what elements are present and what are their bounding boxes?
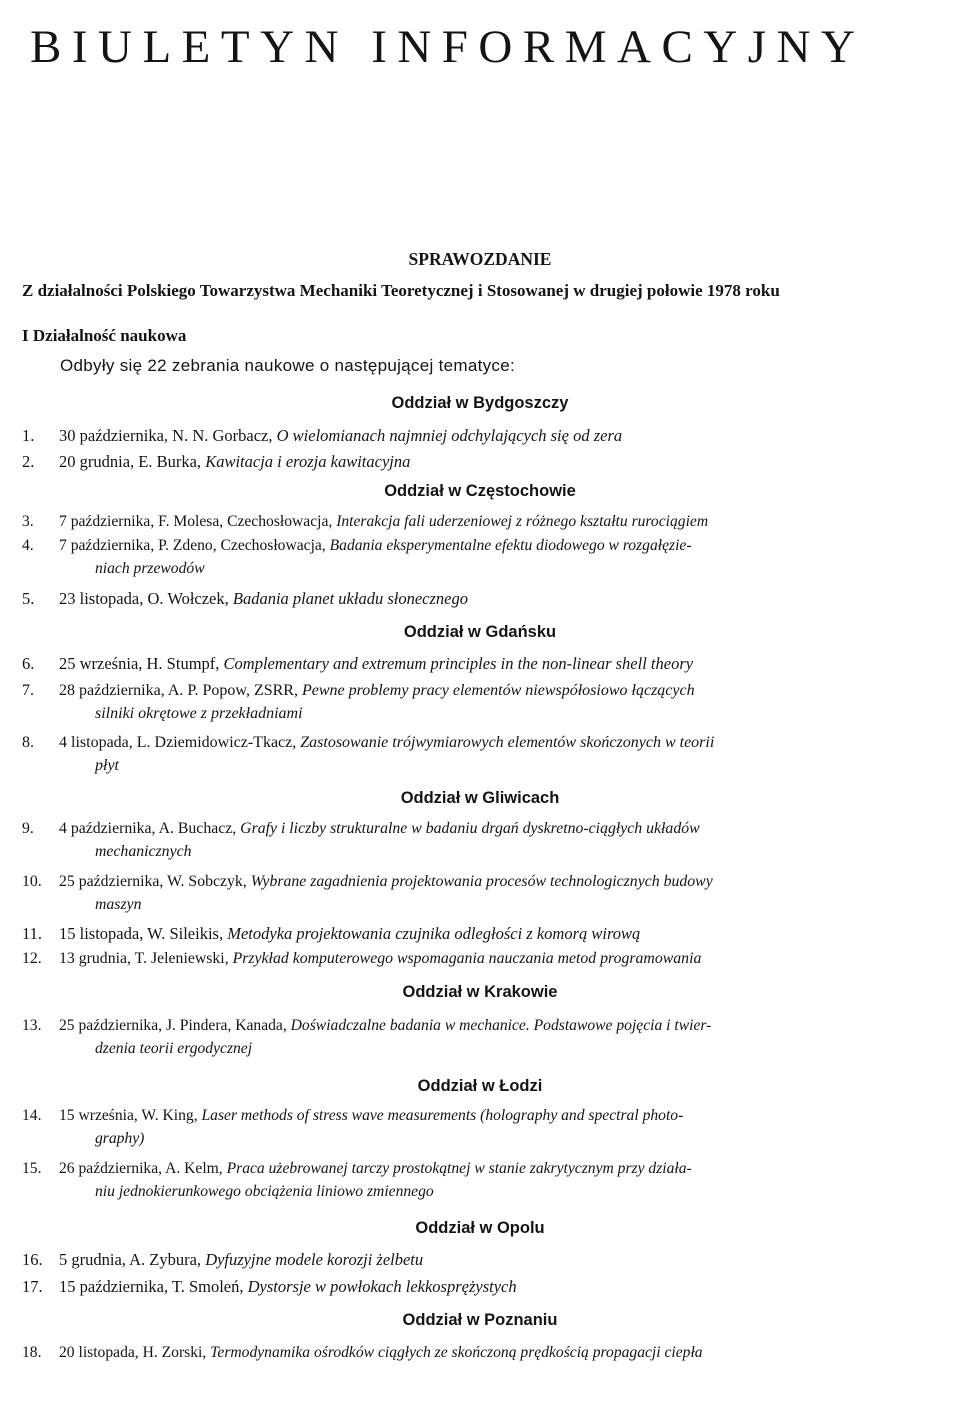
item-title-continuation: graphy): [95, 1130, 145, 1147]
item-date-author: 4 października, A. Buchacz,: [59, 820, 237, 837]
list-item: [22, 817, 937, 863]
item-number: 4.: [22, 537, 34, 554]
item-number: 14.: [22, 1107, 42, 1124]
item-title: Metodyka projektowania czujnika odległości z komorą wirową: [227, 924, 641, 943]
report-subtitle: Z działalności Polskiego Towarzystwa Mechaniki Teoretycznej i Stosowanej w drugiej połowie 1978 roku: [22, 281, 780, 300]
list-item: [22, 870, 937, 916]
item-number: 18.: [22, 1344, 42, 1361]
item-number: 1.: [22, 426, 35, 445]
item-title: Interakcja fali uderzeniowej z różnego kształtu rurociągiem: [336, 513, 709, 530]
branch-heading-krakow: Oddział w Krakowie: [402, 983, 558, 1001]
item-date-author: 15 października, T. Smoleń,: [59, 1277, 244, 1296]
item-date-author: 7 października, F. Molesa, Czechosłowacja,: [59, 513, 333, 530]
item-title-continuation: maszyn: [95, 896, 142, 913]
list-item: [22, 1014, 937, 1060]
item-number: 9.: [22, 820, 34, 837]
item-title: Kawitacja i erozja kawitacyjna: [205, 452, 411, 471]
list-item: [22, 424, 937, 447]
item-title: Badania eksperymentalne efektu diodowego w rozgałęzie-: [329, 537, 692, 554]
item-title: Badania planet układu słonecznego: [232, 589, 468, 608]
branch-heading-gliwice: Oddział w Gliwicach: [400, 789, 560, 807]
item-title: Dyfuzyjne modele korozji żelbetu: [205, 1250, 424, 1269]
item-number: 10.: [22, 873, 42, 890]
branch-heading-czestochowa: Oddział w Częstochowie: [384, 482, 576, 500]
item-number: 2.: [22, 452, 35, 471]
item-number: 17.: [22, 1277, 43, 1296]
item-number: 15.: [22, 1160, 42, 1177]
item-number: 13.: [22, 1017, 42, 1034]
item-date-author: 15 listopada, W. Sileikis,: [59, 924, 224, 943]
item-number: 12.: [22, 950, 42, 967]
list-item: [22, 679, 937, 725]
list-item: [22, 450, 937, 473]
item-title: Doświadczalne badania w mechanice. Podstawowe pojęcia i twier-: [290, 1017, 712, 1034]
item-date-author: 20 listopada, H. Zorski,: [59, 1344, 207, 1361]
item-title: O wielomianach najmniej odchylających się od zera: [276, 426, 623, 445]
item-title-continuation: płyt: [95, 757, 119, 774]
item-title: Zastosowanie trójwymiarowych elementów skończonych w teorii: [300, 734, 715, 751]
branch-heading-gdansk: Oddział w Gdańsku: [403, 623, 557, 641]
item-date-author: 20 grudnia, E. Burka,: [59, 452, 202, 471]
branch-heading-poznan: Oddział w Poznaniu: [402, 1311, 558, 1329]
item-title: Termodynamika ośrodków ciągłych ze skończoną prędkością propagacji ciepła: [210, 1344, 703, 1361]
item-title-continuation: silniki okrętowe z przekładniami: [95, 705, 303, 722]
item-title-continuation: mechanicznych: [95, 843, 192, 860]
item-date-author: 25 października, W. Sobczyk,: [59, 873, 247, 890]
item-date-author: 25 października, J. Pindera, Kanada,: [59, 1017, 287, 1034]
item-date-author: 26 października, A. Kelm,: [59, 1160, 223, 1177]
item-title: Przykład komputerowego wspomagania nauczania metod programowania: [232, 950, 702, 967]
item-number: 11.: [22, 924, 43, 943]
item-title: Complementary and extremum principles in the non-linear shell theory: [223, 654, 694, 673]
item-number: 3.: [22, 513, 34, 530]
masthead: BIULETYN INFORMACYJNY: [30, 21, 866, 73]
item-title-continuation: niu jednokierunkowego obciążenia liniowo zmiennego: [95, 1183, 434, 1200]
list-item: [22, 1275, 937, 1298]
item-date-author: 25 września, H. Stumpf,: [59, 654, 220, 673]
item-title: Praca użebrowanej tarczy prostokątnej w stanie zakrytycznym przy działa-: [226, 1160, 692, 1177]
list-item: [22, 1157, 937, 1203]
list-item: [22, 1104, 937, 1150]
item-title: Wybrane zagadnienia projektowania procesów technologicznych budowy: [250, 873, 713, 890]
section-heading: I Działalność naukowa: [22, 326, 187, 345]
list-item: [22, 731, 937, 777]
item-number: 5.: [22, 589, 35, 608]
item-date-author: 15 września, W. King,: [59, 1107, 198, 1124]
list-item: [22, 947, 937, 970]
item-title: Dystorsje w powłokach lekkosprężystych: [247, 1277, 517, 1296]
report-title: SPRAWOZDANIE: [408, 249, 552, 269]
item-date-author: 5 grudnia, A. Zybura,: [59, 1250, 202, 1269]
branch-heading-lodz: Oddział w Łodzi: [417, 1077, 543, 1095]
list-item: [22, 922, 937, 945]
item-date-author: 28 października, A. P. Popow, ZSRR,: [59, 682, 298, 699]
list-item: [22, 652, 937, 675]
branch-heading-bydgoszcz: Oddział w Bydgoszczy: [391, 394, 569, 412]
item-title-continuation: dzenia teorii ergodycznej: [95, 1040, 253, 1057]
intro-text: Odbyły się 22 zebrania naukowe o następującej tematyce:: [60, 356, 515, 375]
item-date-author: 7 października, P. Zdeno, Czechosłowacja,: [59, 537, 326, 554]
item-date-author: 23 listopada, O. Wołczek,: [59, 589, 229, 608]
list-item: [22, 1248, 937, 1271]
item-date-author: 4 listopada, L. Dziemidowicz-Tkacz,: [59, 734, 297, 751]
list-item: [22, 534, 937, 580]
item-number: 7.: [22, 682, 34, 699]
item-title: Grafy i liczby strukturalne w badaniu drgań dyskretno-ciągłych układów: [240, 820, 700, 837]
list-item: [22, 510, 937, 533]
item-title: Laser methods of stress wave measurements (holography and spectral photo-: [201, 1107, 684, 1124]
item-title-continuation: niach przewodów: [95, 560, 205, 577]
item-date-author: 13 grudnia, T. Jeleniewski,: [59, 950, 229, 967]
branch-heading-opole: Oddział w Opolu: [415, 1219, 545, 1237]
item-number: 16.: [22, 1250, 43, 1269]
item-date-author: 30 października, N. N. Gorbacz,: [59, 426, 273, 445]
list-item: [22, 587, 937, 610]
item-number: 8.: [22, 734, 34, 751]
item-title: Pewne problemy pracy elementów niewspółosiowo łączących: [301, 682, 695, 699]
list-item: [22, 1341, 937, 1364]
item-number: 6.: [22, 654, 35, 673]
